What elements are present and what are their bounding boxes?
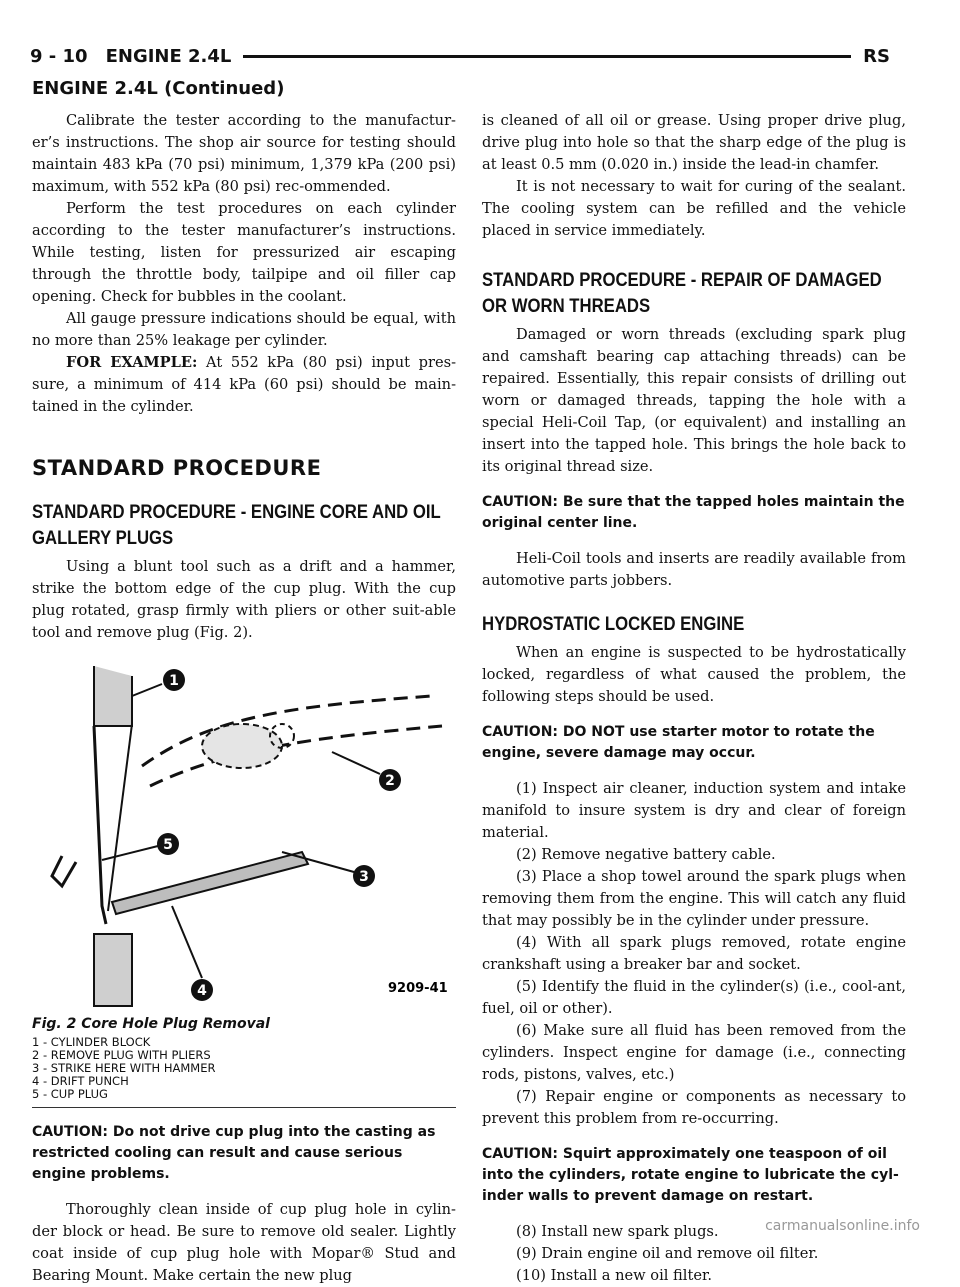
paragraph: When an engine is suspected to be hydrostatically locked, regardless of what caused the problem, the following steps should be used. bbox=[482, 644, 906, 705]
right-column bbox=[482, 110, 906, 1287]
paragraph: All gauge pressure indications should be equal, with no more than 25% leakage per cylinder. bbox=[32, 310, 456, 349]
cup-plug-shape bbox=[52, 856, 76, 886]
subsection-heading: STANDARD PROCEDURE - REPAIR OF DAMAGED OR WORN THREADS bbox=[482, 270, 882, 317]
step-item: (6) Make sure all fluid has been removed from the cylinders. Inspect engine for damage (i.e., connecting rods, pistons, valves, etc.) bbox=[482, 1022, 906, 1083]
pliers-jaw bbox=[202, 724, 282, 768]
core-hole-plug-figure bbox=[32, 656, 456, 1016]
leader-5 bbox=[102, 846, 158, 860]
core-plug-illustration bbox=[32, 656, 456, 1016]
page-header bbox=[30, 46, 890, 67]
legend-item: 5 - CUP PLUG bbox=[32, 1087, 108, 1101]
paragraph bbox=[32, 352, 456, 418]
legend-item: 2 - REMOVE PLUG WITH PLIERS bbox=[32, 1048, 211, 1062]
page-number: 9 - 10 bbox=[30, 46, 88, 67]
callout-5: 5 bbox=[163, 837, 173, 853]
cylinder-block-top bbox=[94, 666, 132, 726]
example-text: At 552 kPa (80 psi) input pres-sure, a minimum of 414 kPa (60 psi) should be main-tained in the cylinder. bbox=[32, 354, 456, 415]
leader-4 bbox=[172, 906, 202, 978]
step-item: (10) Install a new oil filter. bbox=[516, 1267, 712, 1284]
paragraph: Damaged or worn threads (excluding spark plug and camshaft bearing cap attaching threads) can be repaired. Essentially, this repair consists of drilling out worn or damaged threads, tapping the hole with a special Heli-Coil Tap, (or equivalent) and installing an insert into the tapped hole. This brings the hole back to its original thread size. bbox=[482, 326, 906, 475]
callout-1: 1 bbox=[169, 673, 179, 689]
paragraph: is cleaned of all oil or grease. Using proper drive plug, drive plug into hole so that the sharp edge of the plug is at least 0.5 mm (0.020 in.) inside the lead-in chamfer. bbox=[482, 112, 906, 173]
subsection-heading: STANDARD PROCEDURE - ENGINE CORE AND OIL GALLERY PLUGS bbox=[32, 502, 441, 549]
header-rule bbox=[243, 55, 851, 58]
figure-rule bbox=[32, 1107, 456, 1108]
header-model: RS bbox=[863, 46, 890, 67]
legend-item: 3 - STRIKE HERE WITH HAMMER bbox=[32, 1061, 216, 1075]
step-item: (8) Install new spark plugs. bbox=[516, 1223, 719, 1240]
example-lead: FOR EXAMPLE: bbox=[66, 354, 198, 371]
figure-code: 9209-41 bbox=[388, 981, 448, 996]
drift-punch bbox=[112, 852, 308, 914]
caution-note: CAUTION: Squirt approximately one teaspoon of oil into the cylinders, rotate engine to lubricate the cyl-inder walls to prevent damage on restart. bbox=[482, 1146, 899, 1204]
callout-3: 3 bbox=[359, 869, 369, 885]
paragraph: It is not necessary to wait for curing of the sealant. The cooling system can be refilled and the vehicle placed in service immediately. bbox=[482, 178, 906, 239]
caution-note: CAUTION: DO NOT use starter motor to rotate the engine, severe damage may occur. bbox=[482, 724, 875, 761]
callout-4: 4 bbox=[197, 983, 207, 999]
cylinder-wall bbox=[94, 726, 106, 924]
legend-item: 4 - DRIFT PUNCH bbox=[32, 1074, 129, 1088]
header-title: ENGINE 2.4L bbox=[105, 46, 232, 67]
left-column bbox=[32, 110, 456, 1287]
figure-caption: Fig. 2 Core Hole Plug Removal bbox=[32, 1016, 270, 1032]
subsection-heading: HYDROSTATIC LOCKED ENGINE bbox=[482, 614, 745, 635]
cylinder-block-bottom bbox=[94, 934, 132, 1006]
step-item: (2) Remove negative battery cable. bbox=[516, 846, 776, 863]
legend-item: 1 - CYLINDER BLOCK bbox=[32, 1035, 151, 1049]
caution-note: CAUTION: Do not drive cup plug into the casting as restricted cooling can result and cause serious engine problems. bbox=[32, 1124, 436, 1182]
step-item: (4) With all spark plugs removed, rotate engine crankshaft using a breaker bar and socket. bbox=[482, 934, 906, 973]
paragraph: Perform the test procedures on each cylinder according to the tester manufacturer’s instructions. While testing, listen for pressurized air escaping through the throttle body, tailpipe and oil filler cap opening. Check for bubbles in the coolant. bbox=[32, 200, 456, 305]
leader-2 bbox=[332, 752, 380, 774]
figure-legend bbox=[32, 1036, 456, 1101]
step-item: (7) Repair engine or components as necessary to prevent this problem from re-occurring. bbox=[482, 1088, 906, 1127]
step-item: (5) Identify the fluid in the cylinder(s) (i.e., cool-ant, fuel, oil or other). bbox=[482, 978, 906, 1017]
cylinder-wall-inner bbox=[108, 724, 132, 911]
leader-1 bbox=[132, 684, 162, 696]
section-heading: STANDARD PROCEDURE bbox=[32, 456, 322, 480]
paragraph: Heli-Coil tools and inserts are readily available from automotive parts jobbers. bbox=[482, 550, 906, 589]
paragraph: Using a blunt tool such as a drift and a hammer, strike the bottom edge of the cup plug. With the cup plug rotated, grasp firmly with pliers or other suit-able tool and remove plug (Fig. 2). bbox=[32, 558, 456, 641]
paragraph: Calibrate the tester according to the manufactur-er’s instructions. The shop air source for testing should maintain 483 kPa (70 psi) minimum, 1,379 kPa (200 psi) maximum, with 552 kPa (80 psi) rec-ommended. bbox=[32, 112, 456, 195]
step-item: (1) Inspect air cleaner, induction system and intake manifold to insure system is dry and clear of foreign material. bbox=[482, 780, 906, 841]
paragraph: Thoroughly clean inside of cup plug hole in cylin-der block or head. Be sure to remove old sealer. Lightly coat inside of cup plug hole with Mopar® Stud and Bearing Mount. Make certain the new plug bbox=[32, 1201, 456, 1284]
callout-2: 2 bbox=[385, 773, 395, 789]
caution-note: CAUTION: Be sure that the tapped holes maintain the original center line. bbox=[482, 494, 905, 531]
footer-watermark: carmanualsonline.info bbox=[765, 1218, 920, 1234]
step-item: (3) Place a shop towel around the spark plugs when removing them from the engine. This will catch any fluid that may possibly be in the cylinder under pressure. bbox=[482, 868, 906, 929]
step-item: (9) Drain engine oil and remove oil filter. bbox=[516, 1245, 819, 1262]
section-continued-title: ENGINE 2.4L (Continued) bbox=[32, 78, 285, 99]
